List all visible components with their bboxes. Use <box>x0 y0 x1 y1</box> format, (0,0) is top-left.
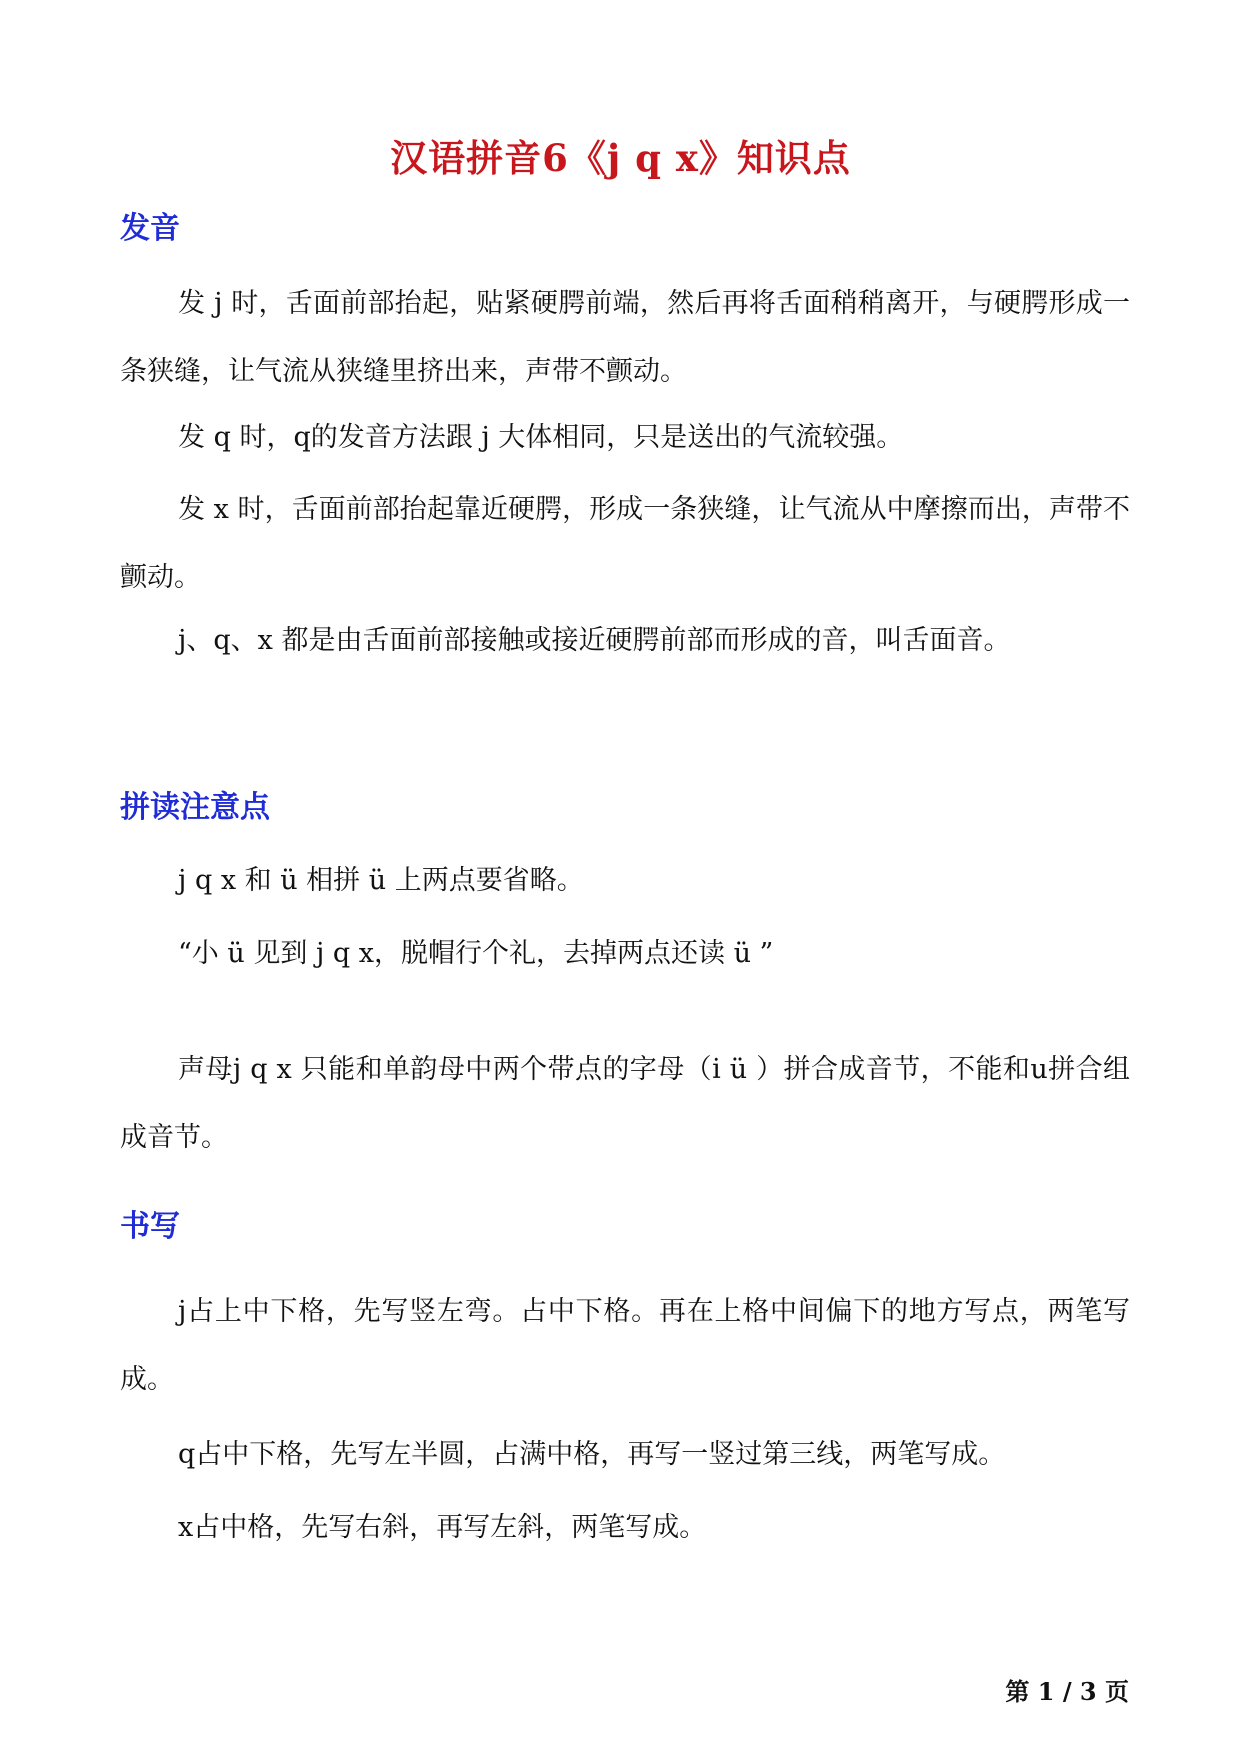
paragraph: 发 x 时，舌面前部抬起靠近硬腭，形成一条狭缝，让气流从中摩擦而出，声带不颤动。 <box>120 494 1130 593</box>
paragraph: x占中格，先写右斜，再写左斜，两笔写成。 <box>178 1512 707 1543</box>
paragraph: j、q、x 都是由舌面前部接触或接近硬腭前部而形成的音，叫舌面音。 <box>178 625 1011 656</box>
section-heading-pronunciation: 发音 <box>120 211 180 246</box>
paragraph: “小 ü 见到 j q x，脱帽行个礼，去掉两点还读 ü ” <box>178 938 774 969</box>
section-heading-reading-notes: 拼读注意点 <box>120 790 270 825</box>
section-heading-writing: 书写 <box>120 1209 180 1244</box>
document-title: 汉语拼音6《j q x》知识点 <box>390 136 851 180</box>
paragraph: j占上中下格，先写竖左弯。占中下格。再在上格中间偏下的地方写点，两笔写成。 <box>120 1296 1130 1395</box>
paragraph: j q x 和 ü 相拼 ü 上两点要省略。 <box>178 865 584 896</box>
paragraph: q占中下格，先写左半圆，占满中格，再写一竖过第三线，两笔写成。 <box>178 1439 1006 1470</box>
paragraph: 声母j q x 只能和单韵母中两个带点的字母（i ü ）拼合成音节，不能和u拼合组成音节。 <box>120 1054 1130 1153</box>
paragraph: 发 j 时，舌面前部抬起，贴紧硬腭前端，然后再将舌面稍稍离开，与硬腭形成一条狭缝，让气流从狭缝里挤出来，声带不颤动。 <box>120 288 1130 387</box>
paragraph: 发 q 时，q的发音方法跟 j 大体相同，只是送出的气流较强。 <box>178 422 904 453</box>
page-number: 第 1 / 3 页 <box>1005 1677 1129 1706</box>
